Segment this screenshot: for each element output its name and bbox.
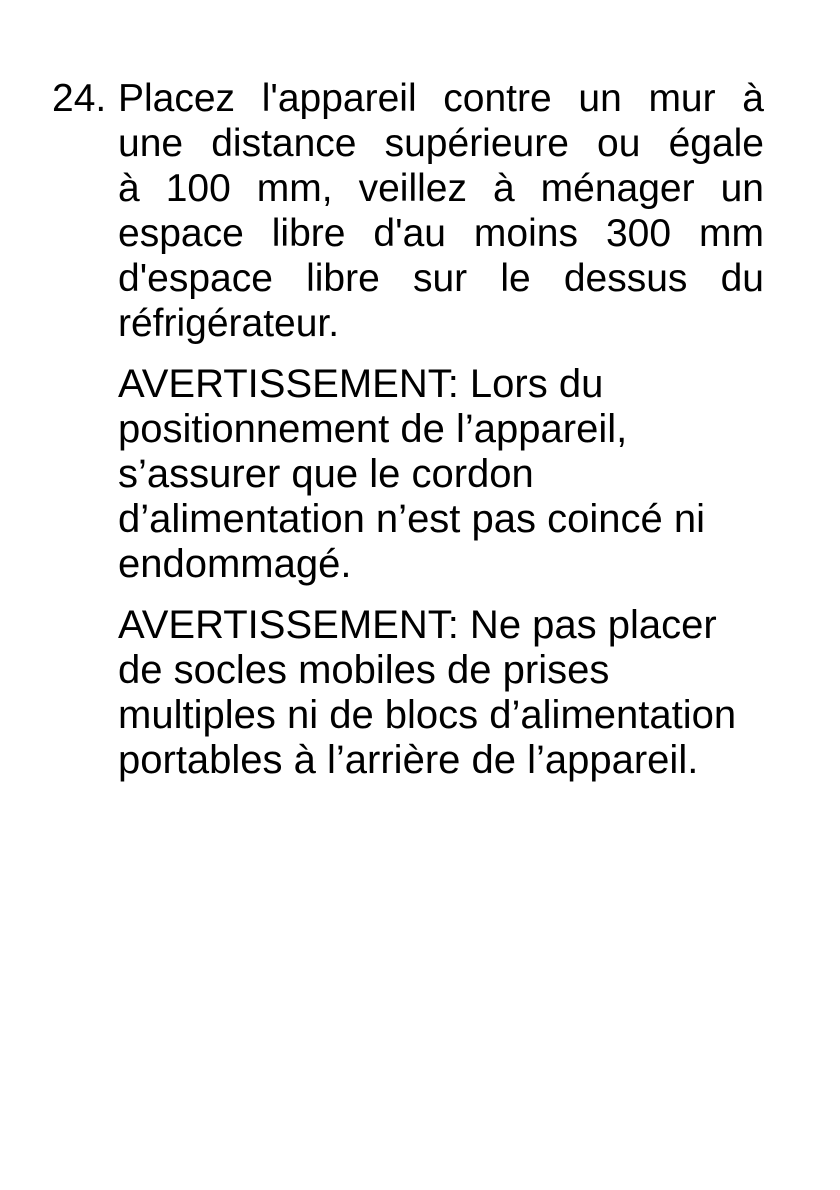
warning-line: endommagé. [118, 542, 352, 586]
warning-line: s’assurer que le cordon [118, 452, 534, 496]
warning-line: d’alimentation n’est pas coincé ni [118, 497, 706, 541]
warning-line: AVERTISSEMENT: Ne pas placer [118, 603, 717, 647]
instruction-line: réfrigérateur. [118, 302, 340, 345]
instruction-line: à 100 mm, veillez à ménager un [118, 167, 764, 210]
warning-paragraph-sockets [118, 603, 782, 783]
warning-line: portables à l’arrière de l’appareil. [118, 738, 699, 782]
item-number: 24. [52, 77, 107, 120]
item-body [118, 76, 782, 783]
instruction-line: d'espace libre sur le dessus du [118, 257, 764, 300]
warning-paragraph-cord [118, 362, 782, 587]
warning-line: multiples ni de blocs d’alimentation [118, 693, 737, 737]
warning-line: positionnement de l’appareil, [118, 407, 628, 451]
instruction-paragraph [118, 76, 782, 346]
instruction-line: Placez l'appareil contre un mur à [118, 77, 764, 120]
instruction-line: une distance supérieure ou égale [118, 122, 764, 165]
warning-line: AVERTISSEMENT: Lors du [118, 362, 604, 406]
instruction-line: espace libre d'au moins 300 mm [118, 212, 764, 255]
warning-line: de socles mobiles de prises [118, 648, 610, 692]
